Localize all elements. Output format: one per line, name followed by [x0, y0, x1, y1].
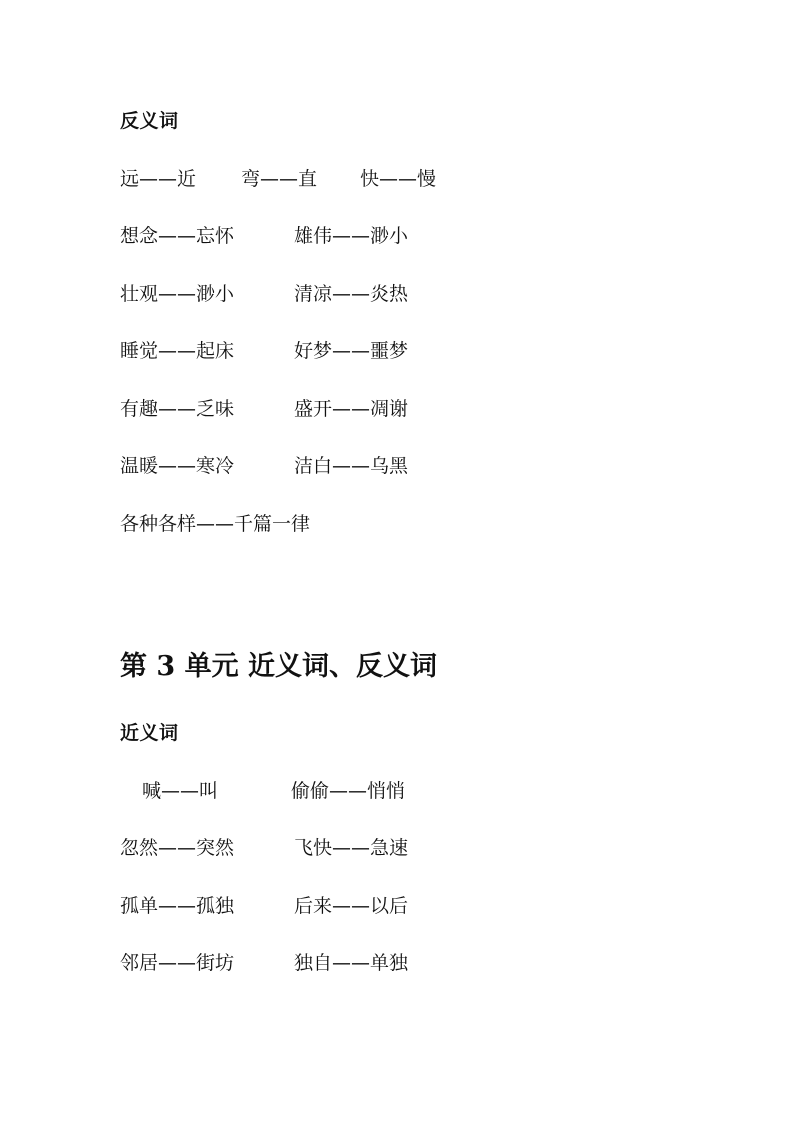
synonym-pair: 独自——单独 — [294, 952, 409, 974]
synonym-pair: 偷偷——悄悄 — [291, 780, 406, 802]
antonym-pair: 想念——忘怀 — [120, 225, 235, 247]
synonym-pair: 忽然——突然 — [120, 837, 235, 859]
synonym-pair: 喊——叫 — [142, 780, 219, 802]
antonym-pair: 清凉——炎热 — [294, 283, 409, 305]
synonym-pair: 飞快——急速 — [294, 837, 409, 859]
antonym-pair: 有趣——乏味 — [120, 398, 235, 420]
antonym-pair: 睡觉——起床 — [120, 340, 235, 362]
antonym-pair: 远——近 — [120, 168, 197, 190]
unit-title: 第 3 单元 近义词、反义词 — [120, 651, 437, 682]
antonym-pair: 各种各样——千篇一律 — [120, 513, 311, 535]
antonym-pair: 弯——直 — [241, 168, 318, 190]
antonyms-heading: 反义词 — [120, 110, 179, 132]
antonym-pair: 雄伟——渺小 — [294, 225, 409, 247]
antonym-pair: 好梦——噩梦 — [294, 340, 409, 362]
synonym-pair: 邻居——街坊 — [120, 952, 235, 974]
antonym-pair: 快——慢 — [360, 168, 437, 190]
synonym-pair: 孤单——孤独 — [120, 895, 235, 917]
antonym-pair: 洁白——乌黑 — [294, 455, 409, 477]
synonyms-heading: 近义词 — [120, 722, 179, 744]
antonym-pair: 盛开——凋谢 — [294, 398, 409, 420]
synonym-pair: 后来——以后 — [294, 895, 409, 917]
antonym-pair: 壮观——渺小 — [120, 283, 235, 305]
antonym-pair: 温暖——寒冷 — [120, 455, 235, 477]
